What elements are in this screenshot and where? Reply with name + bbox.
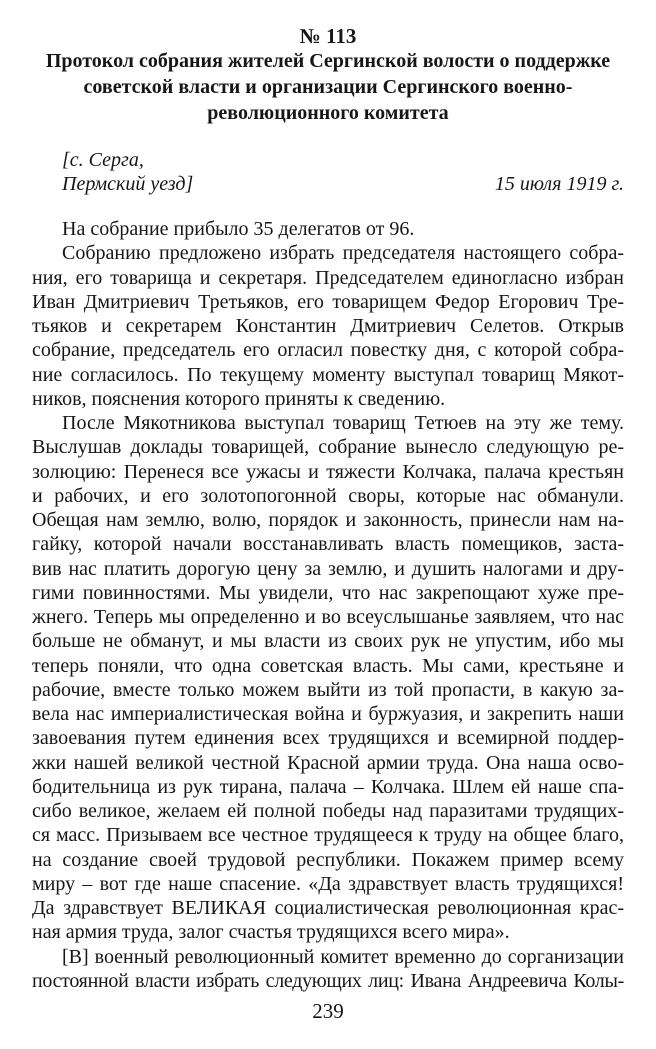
text-line: вив нас платить дорогую цену за землю, и душить налогами и дру- xyxy=(32,557,624,580)
text-line: Собранию предложено избрать председателя настоящего собра- xyxy=(62,242,624,265)
text-line: ние согласилось. По текущему моменту выступал товарищ Мякот- xyxy=(32,363,624,386)
text-line: тьяков и секретарем Константин Дмитриевич Селетов. Открыв xyxy=(32,315,624,337)
text-line: На собрание прибыло 35 делегатов от 96. xyxy=(62,218,415,240)
text-line: завоевания путем единения всех трудящихся и всемирной поддер- xyxy=(32,727,624,750)
place-line: [с. Серга, xyxy=(62,149,144,171)
text-line: теперь поняли, что одна советская власть. Мы сами, крестьяне и xyxy=(32,654,624,677)
text-line: ная армия труда, залог счастья трудящихся всего мира». xyxy=(32,921,510,944)
title-line: Протокол собрания жителей Сергинской волости о поддержке xyxy=(45,50,611,72)
title-line: революционного комитета xyxy=(207,102,449,124)
text-line: постоянной власти избрать следующих лиц: Ивана Андреевича Колы- xyxy=(32,969,624,992)
text-line: больше не обманут, и мы власти из своих рук не упустим, ибо мы xyxy=(32,630,624,653)
text-line: жнего. Теперь мы определенно и во всеуслышанье заявляем, что нас xyxy=(32,606,624,628)
text-line: Обещая нам землю, волю, порядок и законность, принесли нам на- xyxy=(32,509,624,531)
text-line: ников, пояснения которого приняты к сведению. xyxy=(32,387,446,410)
title-line: советской власти и организации Сергинского военно- xyxy=(83,76,573,98)
text-line: После Мякотникова выступал товарищ Тетюев на эту же тему. xyxy=(62,412,624,434)
text-line: ся масс. Призываем все честное трудящееся к труду на общее благо, xyxy=(32,824,624,847)
text-line: Выслушав доклады товарищей, собрание вынесло следующую ре- xyxy=(32,436,624,459)
text-line: миру – вот где наше спасение. «Да здравствует власть трудящихся! xyxy=(32,872,624,895)
text-line: Да здравствует ВЕЛИКАЯ социалистическая революционная крас- xyxy=(32,897,624,919)
text-line: бодительница из рук тирана, палача – Колчака. Шлем ей наше спа- xyxy=(32,775,624,798)
text-line: собрание, председатель его огласил повестку дня, с которой собра- xyxy=(32,339,624,362)
text-line: гайку, которой начали восстанавливать власть помещиков, застa- xyxy=(32,533,624,556)
text-line: золюцию: Перенеся все ужасы и тяжести Колчака, палача крестьян xyxy=(32,460,624,483)
document-title xyxy=(30,48,626,126)
page-number: 239 xyxy=(312,999,344,1023)
text-line: рабочие, вместе только можем выйти из той пропасти, в какую за- xyxy=(32,678,624,701)
document-place xyxy=(62,148,193,196)
document-body xyxy=(32,217,624,993)
document-number: № 113 xyxy=(299,24,357,48)
text-line: сибо великое, желаем ей полной победы над паразитами трудящих- xyxy=(32,800,624,822)
text-line: на создание своей трудовой республики. Покажем пример всему xyxy=(32,848,624,871)
text-line: [В] военный революционный комитет временно до сорганизации xyxy=(62,945,624,968)
text-line: Иван Дмитриевич Третьяков, его товарищем Федор Егорович Тре- xyxy=(32,290,624,313)
text-line: и рабочих, и его золотопогонной своры, которые нас обманули. xyxy=(32,484,624,507)
text-line: ния, его товарища и секретаря. Председателем единогласно избран xyxy=(32,266,624,289)
document-date: 15 июля 1919 г. xyxy=(494,173,624,195)
place-line: Пермский уезд] xyxy=(62,173,194,195)
text-line: жки нашей великой честной Красной армии труда. Она наша осво- xyxy=(32,751,624,774)
text-line: вела нас империалистическая война и буржуазия, и закрепить наши xyxy=(32,703,624,725)
text-line: гими повинностями. Мы увидели, что нас закрепощают хуже пре- xyxy=(32,581,624,604)
